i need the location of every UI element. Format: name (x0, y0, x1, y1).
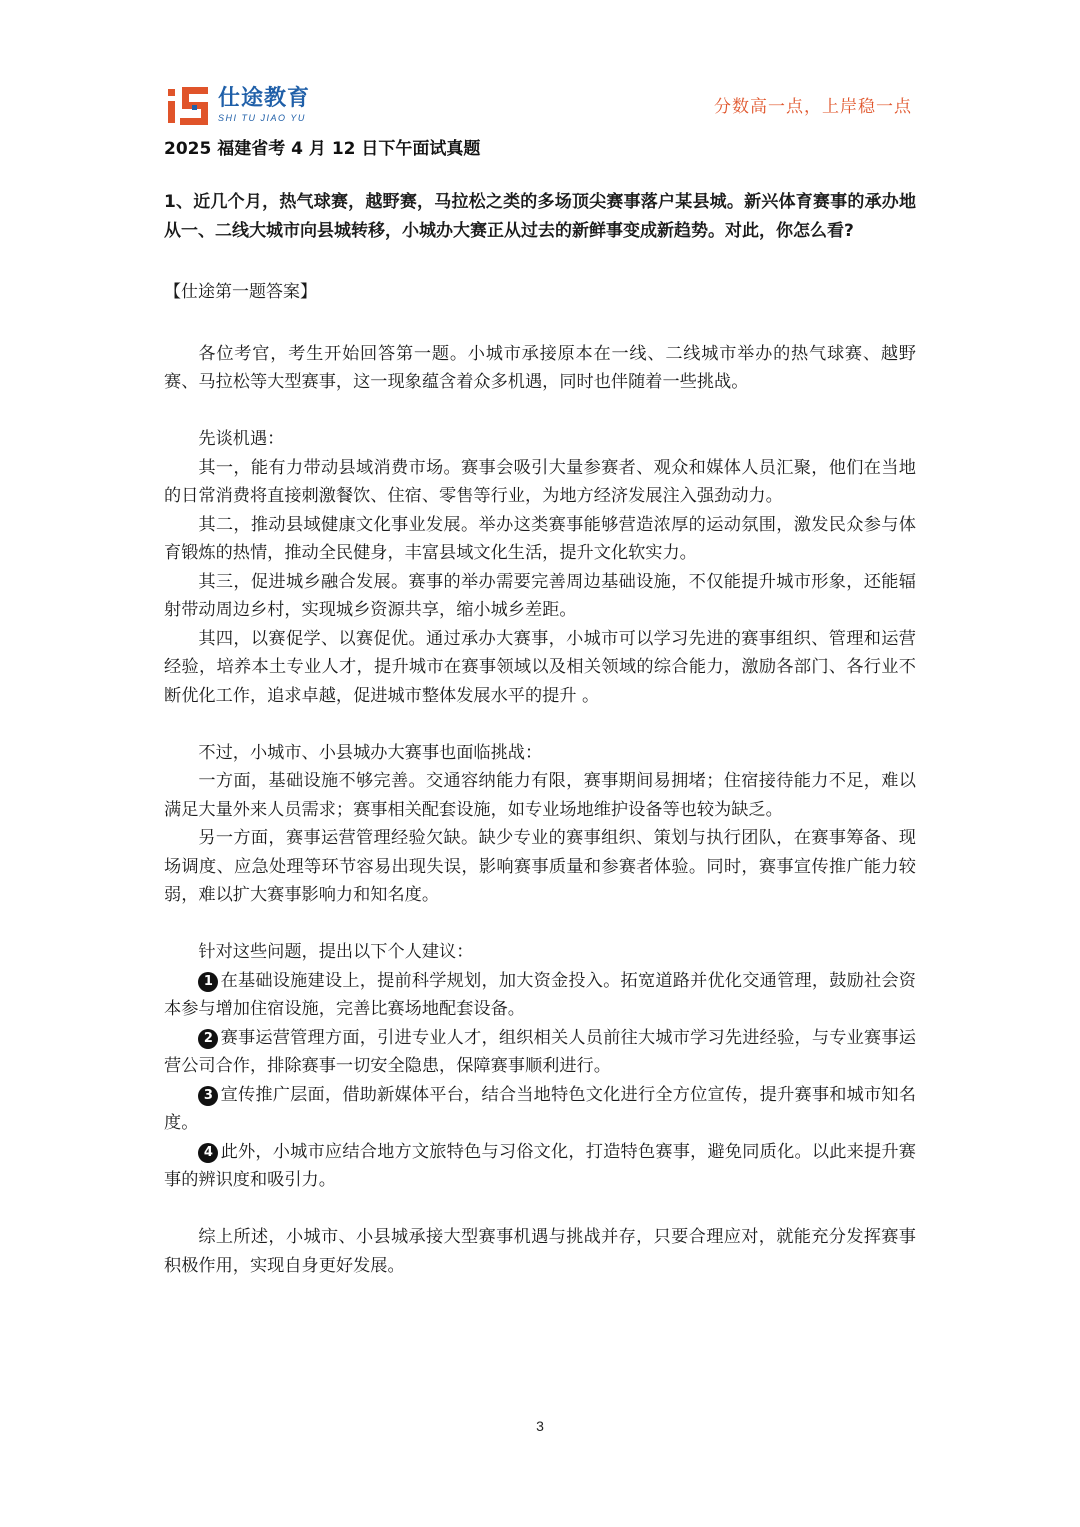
header-slogan: 分数高一点，上岸稳一点 (714, 97, 912, 117)
suggestion-text: 宣传推广层面，借助新媒体平台，结合当地特色文化进行全方位宣传，提升赛事和城市知名度。 (164, 1084, 916, 1133)
opportunities-lead: 先谈机遇： (198, 429, 285, 449)
challenge-item: 一方面，基础设施不够完善。交通容纳能力有限，赛事期间易拥堵；住宿接待能力不足，难以满足大量外来人员需求；赛事相关配套设施，如专业场地维护设备等也较为缺乏。 (164, 771, 916, 820)
page-number: 3 (536, 1418, 544, 1434)
number-badge-icon: 1 (198, 972, 218, 992)
opportunity-item: 其一，能有力带动县域消费市场。赛事会吸引大量参赛者、观众和媒体人员汇聚，他们在当地的日常消费将直接刺激餐饮、住宿、零售等行业，为地方经济发展注入强劲动力。 (164, 457, 916, 506)
suggestion-item (164, 1081, 916, 1138)
number-badge-icon: 4 (198, 1143, 218, 1163)
suggestion-item (164, 1138, 916, 1195)
suggestion-item (164, 1024, 916, 1081)
document-content (164, 188, 916, 1280)
number-badge-icon: 3 (198, 1086, 218, 1106)
number-badge-icon: 2 (198, 1029, 218, 1049)
page-title: 2025 福建省考 4 月 12 日下午面试真题 (164, 139, 481, 159)
conclusion-paragraph: 综上所述，小城市、小县城承接大型赛事机遇与挑战并存，只要合理应对，就能充分发挥赛事积极作用，实现自身更好发展。 (164, 1227, 916, 1276)
opportunity-item: 其四，以赛促学、以赛促优。通过承办大赛事，小城市可以学习先进的赛事组织、管理和运营经验，培养本土专业人才，提升城市在赛事领域以及相关领域的综合能力，激励各部门、各行业不断优化工作，追求卓越，促进城市整体发展水平的提升 。 (164, 628, 916, 706)
suggestion-item (164, 967, 916, 1024)
question-text: 1、近几个月，热气球赛，越野赛，马拉松之类的多场顶尖赛事落户某县城。新兴体育赛事的承办地从一、二线大城市向县城转移，小城办大赛正从过去的新鲜事变成新趋势。对此，你怎么看? (164, 192, 916, 241)
suggestion-text: 此外，小城市应结合地方文旅特色与习俗文化，打造特色赛事，避免同质化。以此来提升赛事的辨识度和吸引力。 (164, 1141, 916, 1190)
suggestions-lead: 针对这些问题，提出以下个人建议： (198, 942, 474, 962)
opportunity-item: 其三，促进城乡融合发展。赛事的举办需要完善周边基础设施，不仅能提升城市形象，还能辐射带动周边乡村，实现城乡资源共享，缩小城乡差距。 (164, 571, 916, 620)
logo-mark-icon (164, 81, 212, 129)
challenge-item: 另一方面，赛事运营管理经验欠缺。缺少专业的赛事组织、策划与执行团队，在赛事筹备、现场调度、应急处理等环节容易出现失误，影响赛事质量和参赛者体验。同时，赛事宣传推广能力较弱，难以扩大赛事影响力和知名度。 (164, 828, 916, 905)
challenges-lead: 不过，小城市、小县城办大赛事也面临挑战： (198, 742, 543, 763)
logo-text (218, 85, 311, 123)
answer-heading: 【仕途第一题答案】 (164, 282, 317, 302)
logo-chinese-name: 仕途教育 (218, 85, 311, 111)
suggestion-text: 赛事运营管理方面，引进专业人才，组织相关人员前往大城市学习先进经验，与专业赛事运营公司合作，排除赛事一切安全隐患，保障赛事顺利进行。 (164, 1027, 916, 1076)
brand-logo (164, 80, 310, 130)
intro-paragraph: 各位考官，考生开始回答第一题。小城市承接原本在一线、二线城市举办的热气球赛、越野赛、马拉松等大型赛事，这一现象蕴含着众多机遇，同时也伴随着一些挑战。 (164, 343, 916, 392)
opportunity-item: 其二，推动县域健康文化事业发展。举办这类赛事能够营造浓厚的运动氛围，激发民众参与体育锻炼的热情，推动全民健身，丰富县域文化生活，提升文化软实力。 (164, 514, 916, 563)
suggestion-text: 在基础设施建设上，提前科学规划，加大资金投入。拓宽道路并优化交通管理，鼓励社会资本参与增加住宿设施，完善比赛场地配套设备。 (164, 970, 916, 1019)
logo-pinyin-name: SHI TU JIAO YU (218, 112, 306, 123)
